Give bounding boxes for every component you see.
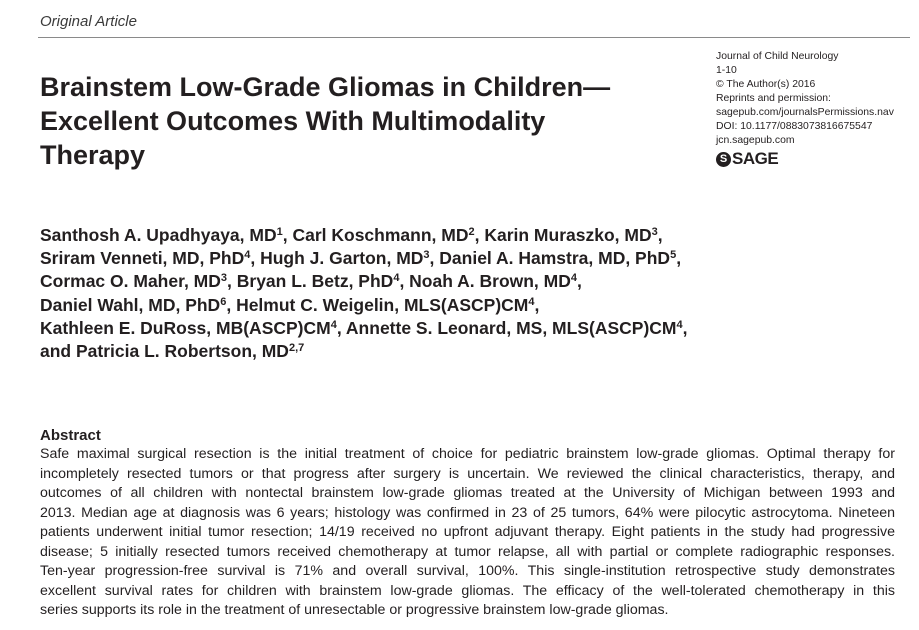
journal-info — [716, 50, 916, 169]
author-name: Sriram Venneti, MD, PhD — [40, 248, 245, 269]
author-name: Santhosh A. Upadhyaya, MD — [40, 225, 277, 245]
author-name: Carl Koschmann, MD — [292, 225, 469, 245]
author-name: Noah A. Brown, MD — [409, 271, 571, 292]
author-name: Cormac O. Maher, MD — [40, 271, 221, 292]
abstract-line: disease; 5 initially resected tumors received chemotherapy at tumor relapse, all with partial or complete radiographic responses. — [40, 543, 895, 560]
abstract-body — [40, 445, 895, 621]
author-name: Kathleen E. DuRoss, MB(ASCP)CM — [40, 317, 331, 338]
abstract-line: Ten-year progression-free survival is 71% and overall survival, 100%. This single-institution retrospective study demonstrates — [40, 563, 895, 579]
reprints-label: Reprints and permission: — [716, 93, 831, 104]
author-line-1: Santhosh A. Upadhyaya, $MD^1$, Carl Koschmann, $MD^2$, Karin Muraszko, $MD^3$, — [40, 225, 663, 245]
article-title: Brainstem Low-Grade Gliomas in Children—Excellent Outcomes With Multimodality Therapy — [40, 72, 611, 170]
abstract-line: excellent survival rates for children with brainstem low-grade gliomas. The efficacy of the well-tolerated chemotherapy in this — [40, 582, 895, 599]
author-affiliation: 5 — [670, 249, 677, 262]
author-affiliation: 3 — [220, 272, 228, 285]
author-affiliation: 4 — [244, 249, 251, 262]
copyright: © The Author(s) 2016 — [716, 79, 816, 90]
author-affiliation: 2,7 — [288, 342, 305, 355]
sage-s-circle-icon: S — [716, 152, 731, 167]
abstract-heading: Abstract — [40, 427, 101, 444]
journal-site-link[interactable]: jcn.sagepub.com — [716, 135, 795, 146]
sage-logo-text: SAGE — [732, 149, 779, 168]
abstract-line: 2013. Median age at diagnosis was 6 years; histology was confirmed in 23 of 25 tumors, 64% were pilocytic astrocytoma. Nineteen — [40, 504, 895, 521]
author-affiliation: 4 — [330, 318, 337, 331]
abstract-line: outcomes of all children with nontectal brainstem low-grade gliomas treated at the University of Michigan between 1993 and — [40, 485, 895, 501]
author-affiliation: 6 — [220, 295, 227, 308]
author-affiliation: 4 — [676, 318, 683, 331]
journal-pages: 1-10 — [716, 65, 737, 76]
author-line-4: Daniel Wahl, MD, PhD$^6$, Helmut C. Weigelin, $MLS(ASCP)CM^4$, — [40, 294, 540, 315]
author-conjunction: and — [40, 341, 72, 362]
author-line-2: Sriram Venneti, MD, PhD$^4$, Hugh J. Garton, $MD^3$, Daniel A. Hamstra, MD, PhD$^5$, — [40, 248, 682, 269]
author-affiliation: 4 — [393, 272, 400, 285]
sage-logo — [716, 149, 916, 169]
author-affiliation: 4 — [570, 272, 578, 285]
permissions-link[interactable]: sagepub.com/journalsPermissions.nav — [716, 107, 894, 118]
author-name: Hugh J. Garton, MD — [260, 248, 424, 269]
author-line-6 — [40, 340, 860, 363]
author-name: Daniel Wahl, MD, PhD — [40, 294, 221, 315]
author-name: Bryan L. Betz, PhD — [236, 271, 394, 292]
abstract-line: series supports its role in the treatment of unresectable or progressive brainstem low-grade gliomas. — [40, 602, 669, 618]
journal-name: Journal of Child Neurology — [716, 51, 839, 62]
abstract-line: Safe maximal surgical resection is the initial treatment of choice for pediatric brainstem low-grade gliomas. Optimal therapy for — [40, 446, 895, 462]
author-name: Annette S. Leonard, MS, MLS(ASCP)CM — [345, 317, 677, 338]
header-rule — [38, 37, 910, 38]
author-affiliation: 1 — [276, 226, 283, 238]
author-list — [40, 224, 860, 363]
author-line-5: Kathleen E. DuRoss, $MB(ASCP)CM^4$, Annette S. Leonard, MS, $MLS(ASCP)CM^4$, — [40, 317, 688, 338]
abstract-line: patients underwent initial tumor resection; 14/19 received no upfront adjuvant therapy. Eight patients in the study had progressive — [40, 524, 895, 540]
author-affiliation: 2 — [468, 226, 475, 238]
author-affiliation: 3 — [423, 249, 430, 262]
author-name: Patricia L. Robertson, MD — [76, 341, 289, 362]
author-name: Karin Muraszko, MD — [484, 225, 652, 245]
author-line-3: Cormac O. Maher, $MD^3$, Bryan L. Betz, PhD$^4$, Noah A. Brown, $MD^4$, — [40, 271, 582, 292]
article-type-label: Original Article — [40, 13, 137, 30]
author-affiliation: 3 — [651, 226, 658, 238]
doi-link[interactable]: DOI: 10.1177/0883073816675547 — [716, 121, 873, 132]
author-name: Helmut C. Weigelin, MLS(ASCP)CM — [236, 294, 529, 315]
abstract-line: incompletely resected tumors or that progress after surgery is uncertain. We reviewed the clinical characteristics, therapy, and — [40, 465, 895, 482]
author-affiliation: 4 — [528, 295, 535, 308]
author-name: Daniel A. Hamstra, MD, PhD — [439, 248, 671, 269]
